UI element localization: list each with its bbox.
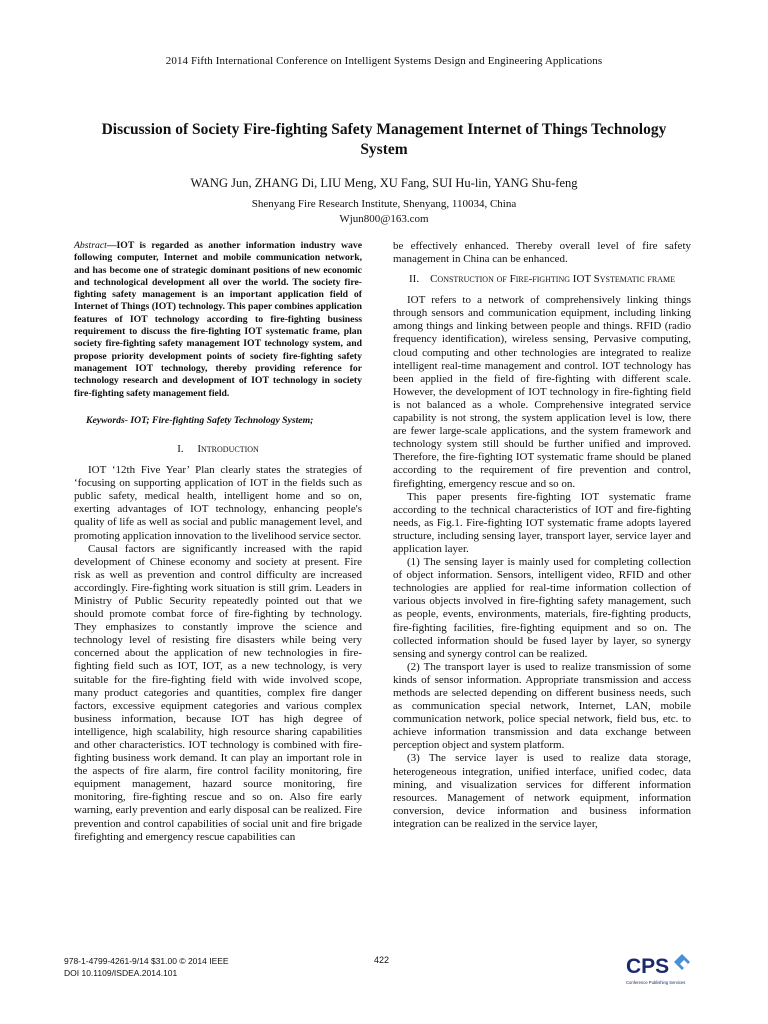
abstract: [74, 240, 362, 400]
paragraph: IOT ‘12th Five Year’ Plan clearly states the strategies of ‘focusing on supporting application of IOT in the fields such as public safety, medical health, intelligent home and so on, exerting advantages of IOT technology, enhancing people's quality of life as well as social and public management level, and promoting application innovation to the livelihood service sector.: [74, 464, 362, 542]
author-email[interactable]: Wjun800@163.com: [339, 213, 429, 225]
affiliation-block: [0, 197, 768, 227]
section-heading-construction: [403, 272, 681, 286]
left-column: [74, 240, 362, 844]
paragraph-continued: be effectively enhanced. Thereby overall level of fire safety management in China can be enhanced.: [393, 240, 691, 266]
cps-logo-text: CPS: [626, 955, 670, 978]
section-title: Construction of Fire-fighting IOT Systematic frame: [430, 273, 675, 286]
abstract-label: Abstract: [74, 240, 107, 251]
keywords: Keywords- IOT; Fire-fighting Safety Technology System;: [86, 414, 314, 426]
section-title: Introduction: [197, 442, 259, 455]
right-column: [393, 240, 691, 831]
abstract-dash: —: [106, 240, 117, 251]
abstract-text: IOT is regarded as another information industry wave following computer, Internet and mobile communication network, and has become one of strategic dominant positions of new economic and technological development all over the world. The society fire-fighting safety management is an important application field of Internet of Things (IOT) technology. This paper combines application features of IOT technology according to fire-fighting business requirement to discuss the fire-fighting IOT systematic frame, plan society fire-fighting safety management IOT technology system, and propose priority development points of society fire-fighting safety management IOT technology, thereby providing reference for technology research and development of IOT technology in society fire-fighting safety management field.: [74, 240, 362, 399]
paragraph: This paper presents fire-fighting IOT systematic frame according to the technical characteristics of IOT and fire-fighting needs, as Fig.1. Fire-fighting IOT systematic frame adopts layered structure, including sensing layer, transport layer, service layer and application layer.: [393, 490, 691, 555]
paragraph: (2) The transport layer is used to realize transmission of some kinds of sensor information. Appropriate transmission and access methods are selected depending on different business needs, such as communication special network, Internet, LAN, mobile communication network, police special network, field bus, etc. to achieve information transmission and data exchange between perception object and system platform.: [393, 660, 691, 752]
page-number: 422: [374, 955, 390, 965]
cps-diamond-icon: [674, 954, 690, 970]
section-number: I.: [177, 442, 184, 455]
paper-title: Discussion of Society Fire-fighting Safety Management Internet of Things Technology System: [101, 121, 667, 158]
paragraph: (1) The sensing layer is mainly used for completing collection of object information. Sensors, intelligent video, RFID and other technologies are applied for real-time information collection of various objects involved in fire-fighting safety management, such as people, events, environments, materials, fire-fighting products, fire-fighting facilities, fire-fighting equipment and so on. The collected information should be fused layer by layer, so synergy sensing and synergy control can be realized.: [393, 556, 691, 660]
isbn-line: 978-1-4799-4261-9/14 $31.00 © 2014 IEEE: [64, 956, 229, 966]
affiliation: Shenyang Fire Research Institute, Shenyang, 110034, China: [251, 198, 517, 210]
paragraph: IOT refers to a network of comprehensively linking things through sensors and communication equipment, including linking among things and linking between people and things. RFID (radio frequency identification), wireless sensing, Pervasive computing, cloud computing and other technologies are integrated to realize intelligent real-time management and control. IOT technology has been applied in the field of fire-fighting with different scale. However, the development of IOT technology in fire-fighting field is not balanced as a whole. Comprehensive integrated service capability is not strong, the system application level is low, there are fewer large-scale applications, and the system framework and technology system still should be further unified and improved. Therefore, the fire-fighting IOT systematic frame should be planed according to the requirement of fire prevention and control, firefighting, emergency rescue and so on.: [393, 294, 691, 490]
section-number: II.: [409, 273, 420, 286]
footer-copyright: [64, 955, 229, 979]
paragraph: (3) The service layer is used to realize data storage, heterogeneous integration, unified interface, unified codec, data mining, and visualization services for different information resources. Management of network equipment, information conversion, device information and business information integration can be realized in the service layer,: [393, 752, 691, 830]
paragraph: Causal factors are significantly increased with the rapid development of Chinese economy and society at present. Fire risk as well as prevention and control difficulty are increased accordingly. Fire-fighting work situation is still grim. Leaders in Ministry of Public Security repeatedly pointed out that we should promote combat force of fire-fighting by technology. They emphasizes to constantly improve the science and technology level of resisting fire disasters while being very concerned about the application of new technologies in fire-fighting field such as IOT, IOT, as a new technology, is very suitable for the fire-fighting field with wide involved scope, many product categories and quantities, complex fire danger factors, excessive equipment categories and various complex business information, because IOT has high degree of intelligence, high scalability, high resource sharing capabilities and other characteristics. IOT technology is combined with fire-fighting business work demand. It can play an important role in the aspects of fire alarm, fire control facility monitoring, fire equipment management, hazard source monitoring, fire monitoring, fire-fighting rescue and so on. Also fire early warning, early prevention and early disposal can be realized. Fire prevention and control capabilities of social unit and fire brigade firefighting and emergency rescue capabilities can: [74, 542, 362, 843]
conference-header: 2014 Fifth International Conference on Intelligent Systems Design and Engineering Applications: [165, 55, 603, 67]
cps-logo: [624, 948, 696, 990]
doi-line: DOI 10.1109/ISDEA.2014.101: [64, 968, 178, 978]
section-heading-introduction: [74, 443, 362, 456]
cps-logo-subtext: Conference Publishing Services: [626, 980, 686, 985]
author-list: WANG Jun, ZHANG Di, LIU Meng, XU Fang, SUI Hu-lin, YANG Shu-feng: [190, 176, 578, 190]
